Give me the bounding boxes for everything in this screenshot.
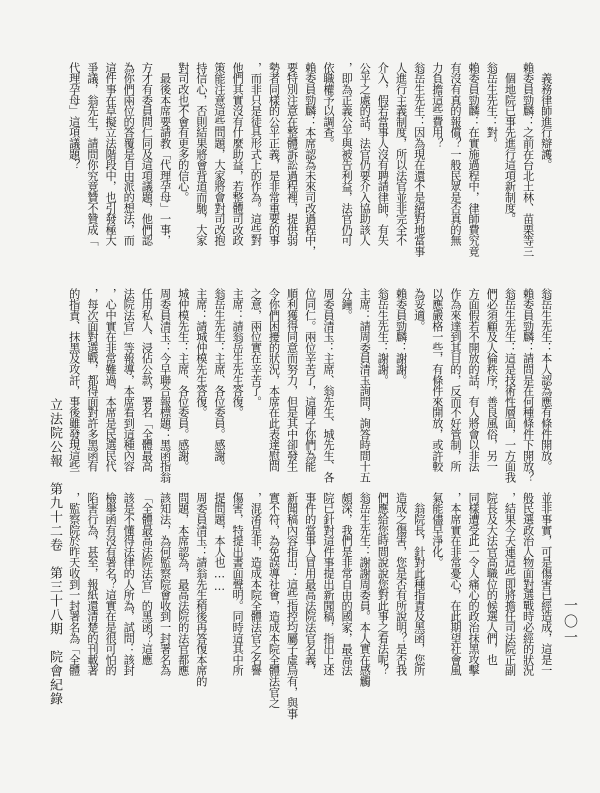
text-column: 問題，本席認為，最高法院的法官都應 [176, 492, 190, 676]
text-column: ，即為正義公平與被告利益，法官仍可 [340, 62, 354, 246]
text-column: 個地院已事先進行這項新制度。 [503, 62, 517, 225]
text-column: 以應嚴格一些，有條件來開放，或許較 [430, 288, 444, 472]
text-column: 公平之處的話，法官仍要介入協助該人 [358, 62, 372, 246]
text-column: 任用私人、浸佔公款，署名「全體最高 [140, 288, 154, 472]
text-column: 同樣遭受此一令人痛心的政治抹黑攻擊 [467, 492, 481, 676]
text-column: 持信心，否則結果將會背道而馳，大家 [194, 62, 208, 246]
text-column: 們必須顧及人倫秩序，善良風俗，另一 [485, 288, 499, 472]
text-column: 傷害，特提出書面聲明。同時這其中所 [231, 492, 245, 676]
text-column: 實不符，為免誤導社會，造成本院全體法官之 [267, 492, 281, 709]
text-column: ，本席實在非常憂心，在此期望社會風 [449, 492, 462, 676]
text-column: 新聞稿內容指出：這些指控均屬子虛烏有，與事 [285, 492, 299, 719]
text-column: 義務律師進行辯護。 [539, 62, 553, 171]
text-column: 的指責、抹黑及攻訐，事後雖發現這些 [67, 288, 81, 472]
text-column: 分鐘。 [340, 288, 354, 321]
text-column: 策能注意這些問題，大家將會對司改抱 [213, 62, 226, 246]
text-column: 翁岳生先生：本人認為應有條件開放。 [539, 288, 553, 472]
text-column: 他們其實沒有什麼助益，若整體司改政 [231, 62, 245, 246]
text-column: 主席：請周委員清玉詢問，詢答時間十五 [358, 288, 372, 483]
text-column: 般民選政治人物面對選戰時必經的狀況 [521, 492, 535, 676]
text-column: 為妥適。 [412, 288, 426, 332]
text-column: 力負擔這些費用？ [430, 62, 444, 149]
text-column: 造成之傷害，您是否有所說明？是否我 [394, 492, 408, 676]
text-column: 提問題，本人也…… [213, 492, 226, 593]
text-column: 翁院長，針對此種指責及黑函，您所 [412, 492, 426, 676]
text-column: 院已針對這件事提出新聞稿，指出上述 [321, 492, 335, 676]
text-column: 要特別注意在整體訴訟過程裡，提供弱 [285, 62, 299, 246]
text-column: 方面假若不開放的話，有人將會以非法 [467, 288, 481, 472]
text-column: 法院法官」等報導，本席看到這種內容 [122, 288, 136, 472]
text-column: 令你們困擾的狀況，本席在此表達慰問 [267, 288, 281, 472]
text-column: 事件的當事人冒用最高法院法官名義， [303, 492, 317, 676]
text-column: 並非事實，可是傷害已經造成，這是一 [539, 492, 553, 676]
text-column: 賴委員勁麟：之前在台北土林、苗栗等三 [521, 62, 535, 257]
text-column: 賴委員勁麟：請問是在何種條件下開放？ [521, 288, 535, 483]
text-column: 之意，兩位實在辛苦了。 [249, 288, 263, 407]
text-column: 「全體最高法院法官」的黑函？這應 [140, 492, 154, 665]
text-column: 陷害行為，甚至，報紙還清楚的刊載著 [85, 492, 99, 676]
text-column: 代理孕母」這項議題？ [67, 62, 81, 171]
text-column: 翁岳生先生：這是技術性層面，一方面我 [503, 288, 517, 483]
gazette-footer: 立法院公報 第九十二卷 第三十八期 院會紀錄 [47, 398, 62, 706]
text-column: 該知法，為何監察院會收到一封署名為 [158, 492, 172, 676]
text-column: 院長及大法官高職位的候選人們，也 [485, 492, 499, 665]
text-column: ，混淆是非，造成本院全體法官之名譽 [249, 492, 263, 676]
text-column: 對司改也不會有更多的信心。 [176, 62, 190, 203]
text-column: ，結果今天連這些即將擔任司法院正副 [503, 492, 517, 676]
text-column: 翁岳生先生：謝謝周委員。本人實在感觸 [358, 492, 372, 687]
text-column: 順利獲得同意而努力，但是其中卻發生 [285, 288, 299, 472]
text-column: 主席：請城仲模先生答復。 [194, 288, 208, 418]
text-column: 翁岳生先生：對。 [485, 62, 499, 149]
text-column: 周委員清玉：今早聯合報標題：黑函指翁 [158, 288, 172, 483]
text-column: 為你們兩位的答覆是自由派的想法，而 [122, 62, 136, 246]
text-column: 賴委員勁麟：在實施過程中，律師費究竟 [467, 62, 481, 257]
text-column: 周委員清玉：請翁先生稍後再答復本席的 [194, 492, 208, 687]
text-column: 們應給您時間說說您對此事之看法呢？ [376, 492, 390, 676]
text-column: 翁岳生先生：主席、各位委員。感謝。 [213, 288, 226, 472]
text-column: 有沒有真的報償？一般民眾是否真的無 [449, 62, 462, 246]
text-column: 氣能儘早淨化。 [430, 492, 444, 568]
text-column: ，而非只是徒具形式上的作為。這些對 [249, 62, 263, 246]
text-column: 這件事在草擬立法階段中，也引發極大 [104, 62, 118, 246]
page-number: 一〇一 [562, 598, 578, 646]
text-column: 城仲模先生：主席、各位委員。感謝。 [176, 288, 190, 472]
text-column: ，每次面對選戰，都得面對許多黑函有 [85, 288, 99, 472]
text-column: ，心中實在非常難過，本席是民選民代 [104, 288, 118, 472]
text-column: 介入，假若當事人沒有聘請律師，有失 [376, 62, 390, 246]
text-column: 勢者同樣的公平正義，是非常重要的事 [267, 62, 281, 246]
text-column: ，監察院於昨天收到一封署名為「全體 [67, 492, 81, 676]
text-column: 賴委員勁麟：謝謝。 [394, 288, 408, 386]
text-column: 最後本席要請教「代理孕母」一事， [158, 62, 172, 246]
text-column: 依職權予以調查。 [321, 62, 335, 149]
text-column: 人進行主義制度，所以法官並非完全不 [394, 62, 408, 246]
text-column: 翁岳生先生：謝謝。 [376, 288, 390, 386]
text-column: 該是不懂得法律的人所為，試問：該封 [122, 492, 136, 676]
text-column: 方才有委員問仁同及這項議題，他們認 [140, 62, 154, 246]
text-column: 周委員清玉：主席、翁先生、城先生、各 [321, 288, 335, 483]
text-column: 作為來達到其目的，反而不好管制，所 [449, 288, 462, 472]
text-column: 翁岳生先生：因為現在還不是絕對地當事 [412, 62, 426, 257]
text-column: 賴委員勁麟：本席認為未來司改過程中， [303, 62, 317, 257]
text-column: 爭議，翁先生，請問你究竟贊不贊成「 [85, 62, 99, 246]
text-column: 頗深，我們是非常自由的國家，最高法 [340, 492, 354, 676]
text-column: 主席：請翁岳生先生答復。 [231, 288, 245, 418]
text-column: 位同仁。兩位辛苦了，這陣子你們為能 [303, 288, 317, 472]
text-column: 檢舉函有沒有署名？這實在是很可怕的 [104, 492, 118, 676]
